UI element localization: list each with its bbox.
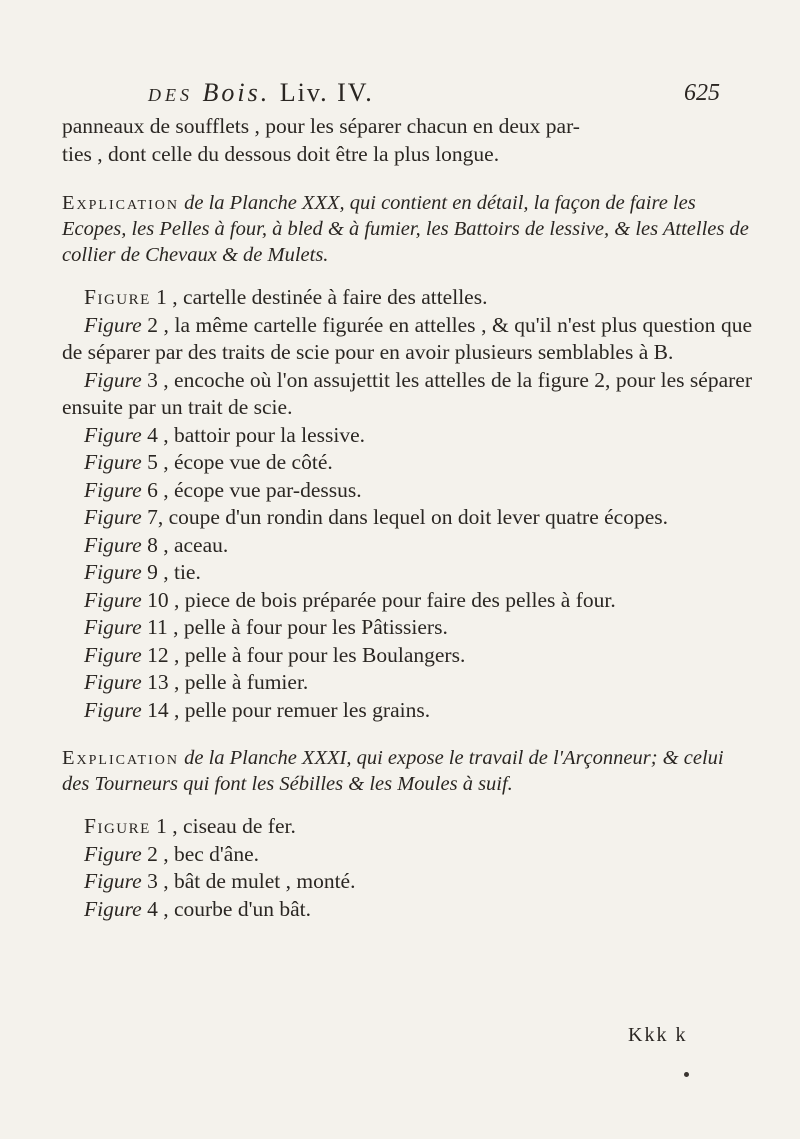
figure-number: 4 , [141,896,169,921]
section-planche-xxxi [62,745,752,923]
figure-label: Figure [84,285,151,309]
figure-label: Figure [84,367,142,392]
figure-label: Figure [84,532,142,557]
figure-entry [62,841,752,869]
figure-label: Figure [84,422,142,447]
figure-entry [62,559,752,587]
figure-list [62,813,752,923]
figure-entry [62,868,752,896]
figure-label: Figure [84,615,142,639]
signature-mark: Kkk k [628,1024,688,1046]
figure-label: Figure [84,312,142,337]
figure-number: 11 , [141,615,179,639]
heading-rest: de la Planche XXXI, qui expose le travail de l'Arçonneur; & celui des Tourneurs qui font les Sébilles & les Moules à suif. [62,747,724,795]
figure-entry [62,896,752,924]
figure-entry [62,697,752,725]
figure-label: Figure [84,896,142,921]
figure-entry [62,642,752,670]
figure-text: pelle à fumier. [179,670,309,694]
figure-text: bec d'âne. [168,841,260,866]
figure-number: 5 , [141,450,169,474]
figure-number: 6 , [141,477,169,502]
intro-line-2: ties , dont celle du dessous doit être la plus longue. [62,142,500,166]
figure-label: Figure [84,841,142,866]
figure-text: la même cartelle figurée en attelles , & qu'il n'est plus question que de séparer par des traits de scie pour en avoir plusieurs semblables à B. [62,312,753,364]
figure-number: 7, [141,505,164,529]
figure-number: 1 , [150,285,178,309]
figure-entry [62,587,752,615]
figure-number: 10 , [141,587,180,612]
figure-entry [62,669,752,697]
figure-text: battoir pour la lessive. [168,422,366,447]
figure-entry [62,813,752,841]
figure-label: Figure [84,560,142,584]
figure-label: Figure [84,642,142,667]
figure-entry [62,284,752,312]
figure-text: tie. [168,560,201,584]
figure-label: Figure [84,869,142,893]
figure-number: 14 , [141,697,180,722]
figure-number: 12 , [141,642,180,667]
figure-list [62,284,752,724]
running-title [148,78,374,108]
figure-text: pelle pour remuer les grains. [179,697,431,722]
figure-label: Figure [84,697,142,722]
figure-text: écope vue de côté. [168,450,333,474]
figure-entry [62,367,752,422]
figure-number: 4 , [141,422,169,447]
figure-entry [62,504,752,532]
figure-entry [62,532,752,560]
figure-text: pelle à four pour les Pâtissiers. [178,615,448,639]
figure-label: Figure [84,814,151,838]
figure-label: Figure [84,670,142,694]
figure-text: coupe d'un rondin dans lequel on doit lever quatre écopes. [163,505,669,529]
figure-label: Figure [84,505,142,529]
figure-number: 13 , [141,670,180,694]
figure-entry [62,422,752,450]
figure-text: piece de bois préparée pour faire des pelles à four. [179,587,616,612]
figure-entry [62,449,752,477]
running-title-book: Liv. IV. [279,78,374,107]
heading-word: Explication [62,192,179,214]
figure-entry [62,477,752,505]
running-title-prefix: DES [148,85,193,105]
figure-text: aceau. [168,532,229,557]
intro-paragraph [62,112,752,168]
figure-number: 1 , [150,814,178,838]
figure-label: Figure [84,587,142,612]
figure-text: ciseau de fer. [177,814,296,838]
section-heading [62,745,752,797]
figure-number: 9 , [141,560,169,584]
ink-speck [684,1072,689,1077]
heading-rest: de la Planche XXX, qui contient en détail, la façon de faire les Ecopes, les Pelles à four, à bled & à fumier, les Battoirs de lessive, & les Attelles de collier de Chevaux & de Mulets. [62,192,749,266]
section-heading [62,190,752,268]
figure-number: 8 , [141,532,169,557]
figure-text: pelle à four pour les Boulangers. [179,642,466,667]
section-planche-xxx [62,190,752,724]
intro-line-1: panneaux de soufflets , pour les séparer chacun en deux par- [62,114,580,138]
figure-text: encoche où l'on assujettit les attelles de la figure 2, pour les séparer ensuite par un trait de scie. [62,367,752,419]
figure-number: 2 , [141,312,169,337]
figure-label: Figure [84,450,142,474]
figure-text: bât de mulet , monté. [168,869,356,893]
figure-entry [62,614,752,642]
figure-text: écope vue par-dessus. [168,477,362,502]
running-title-word: Bois. [202,78,271,107]
figure-label: Figure [84,477,142,502]
figure-entry [62,312,752,367]
figure-text: courbe d'un bât. [168,896,311,921]
figure-number: 3 , [141,869,169,893]
page-number: 625 [684,80,720,106]
heading-word: Explication [62,747,179,769]
figure-number: 2 , [141,841,169,866]
figure-text: cartelle destinée à faire des attelles. [177,285,488,309]
running-head [148,72,730,112]
figure-number: 3 , [141,367,169,392]
